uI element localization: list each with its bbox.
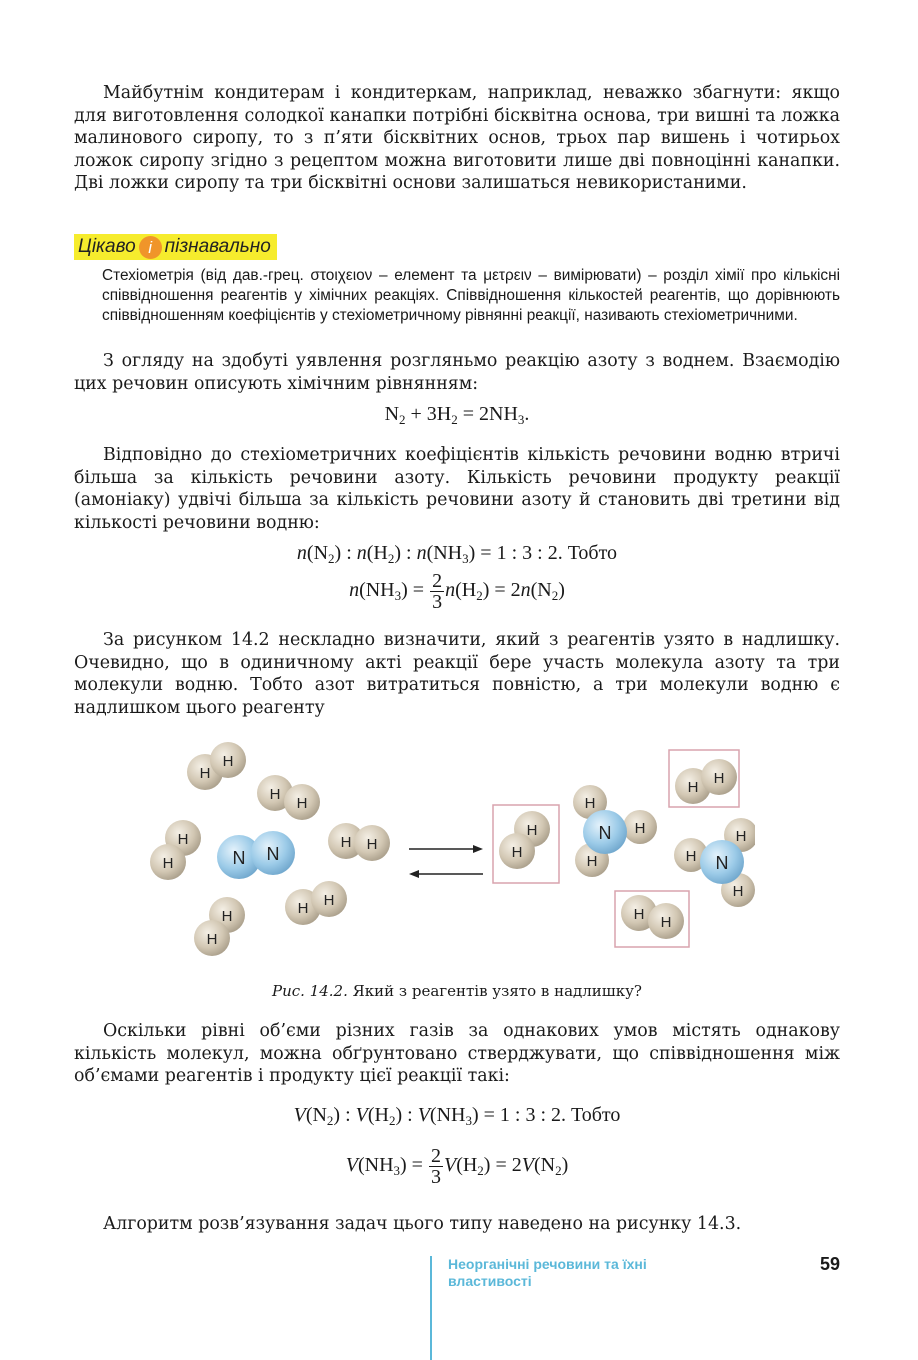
equilibrium-arrows xyxy=(409,845,483,878)
info-i-icon: і xyxy=(139,236,162,259)
paragraph-excess: За рисунком 14.2 нескладно визначити, який з реагентів узято в надлишку. Очевидно, що в одиничному акті реакції бере участь молекула азоту та три молекули водню. Тобто азот витратиться повністю, а три молекули водню є надлишком цього реагенту xyxy=(74,630,840,718)
paragraph-volumes: Оскільки рівні об’єми різних газів за однакових умов містять однакову кількість молекул, можна обґрунтовано стверджувати, що співвідношення між об’ємами реагентів і продукту цієї реакції такі: xyxy=(74,1021,840,1086)
page-number: 59 xyxy=(819,1254,840,1274)
svg-text:H: H xyxy=(162,855,174,872)
interesting-badge: Цікаво і пізнавально xyxy=(74,234,277,260)
svg-text:H: H xyxy=(199,765,211,782)
svg-text:H: H xyxy=(526,822,538,839)
svg-text:H: H xyxy=(685,848,697,865)
h2-molecule xyxy=(328,823,390,861)
svg-text:H: H xyxy=(633,906,645,923)
svg-text:H: H xyxy=(366,836,378,853)
figure-caption: Рис. 14.2. Який з реагентів узято в надлишку? xyxy=(272,982,642,1000)
equation-reaction: $N_2 + 3H_2 = 2NH_3$. xyxy=(384,403,530,427)
svg-text:H: H xyxy=(296,795,308,812)
svg-text:H: H xyxy=(177,831,189,848)
h2-molecule xyxy=(150,820,201,880)
svg-text:H: H xyxy=(323,892,335,909)
equation-amount-fraction: $n(NH_3)$ = $\frac{2}{3}$ $n(H_2) = 2n(N_2)$ xyxy=(349,570,565,613)
svg-text:N: N xyxy=(598,823,612,843)
h2-molecule xyxy=(187,742,246,790)
paragraph-coefficients: Відповідно до стехіометричних коефіцієнтів кількість речовини водню втричі більша за кількість речовини азоту. Кількість речовини продукту реакції (амоніаку) удвічі більша за кількість речовини азоту й становить дві третини від кількості речовини водню: xyxy=(74,445,840,533)
footer-divider xyxy=(430,1256,432,1360)
nh3-molecule xyxy=(573,785,657,877)
h2-molecule xyxy=(499,811,550,869)
svg-text:N: N xyxy=(715,853,729,873)
equation-volume-ratio: $V(N_2)$ : $V(H_2)$ : $V(NH_3) = 1$ : 3 : 2. Тобто xyxy=(293,1104,621,1128)
figure-molecules xyxy=(145,735,755,967)
svg-text:H: H xyxy=(206,931,218,948)
svg-text:H: H xyxy=(660,914,672,931)
paragraph-algorithm: Алгоритм розв’язування задач цього типу наведено на рисунку 14.3. xyxy=(103,1214,742,1234)
svg-text:H: H xyxy=(713,770,725,787)
paragraph-reaction: З огляду на здобуті уявлення розгляньмо реакцію азоту з воднем. Взаємодію цих речовин описують хімічним рівнянням: xyxy=(74,351,840,394)
n2-molecule xyxy=(217,831,295,879)
svg-text:N: N xyxy=(266,844,280,864)
equation-amount-ratio: $n(N_2)$ : $n(H_2)$ : $n(NH_3) = 1$ : 3 : 2. Тобто xyxy=(296,542,618,566)
nh3-molecule xyxy=(674,818,755,907)
paragraph-intro: Майбутнім кондитерам і кондитеркам, наприклад, неважко збагнути: якщо для виготовлення солодкої канапки потрібні бісквітна основа, три вишні та ложка малинового сиропу, то з п’яти бісквітних основ, трьох пар вишень і чотирьох ложок сиропу згідно з рецептом можна виготовити лише дві повноцінні канапки. Дві ложки сиропу та три бісквітні основи залишаться невикористаними. xyxy=(74,83,840,193)
svg-text:H: H xyxy=(297,900,309,917)
h2-molecule xyxy=(675,759,737,804)
svg-text:H: H xyxy=(511,844,523,861)
svg-text:H: H xyxy=(269,786,281,803)
svg-text:H: H xyxy=(732,883,744,900)
info-box-stoichiometry: Стехіометрія (від дав.-грец. στοιχειον – елемент та μετρειν – вимірювати) – розділ хімії про кількісні співвідношення реагентів у хімічних реакціях. Співвідношення кількостей реагентів, що дорівнюють співвідношенням коефіцієнтів у стехіометричному рівнянні реакції, називають стехіометричними. xyxy=(102,267,840,324)
h2-molecule xyxy=(257,775,320,820)
svg-text:H: H xyxy=(221,908,233,925)
h2-molecule xyxy=(194,897,245,956)
svg-text:N: N xyxy=(232,848,246,868)
h2-molecule xyxy=(621,895,684,939)
equation-volume-fraction: $V(NH_3)$ = $\frac{2}{3}$ $V(H_2) = 2V(N_2)$ xyxy=(345,1145,569,1188)
h2-molecule xyxy=(285,881,347,925)
footer-section-title: Неорганічні речовини та їхні властивості xyxy=(448,1256,647,1289)
svg-text:H: H xyxy=(735,828,747,845)
svg-text:H: H xyxy=(222,753,234,770)
svg-text:H: H xyxy=(586,853,598,870)
svg-text:H: H xyxy=(340,834,352,851)
svg-text:H: H xyxy=(584,795,596,812)
svg-text:H: H xyxy=(687,779,699,796)
svg-text:H: H xyxy=(634,820,646,837)
